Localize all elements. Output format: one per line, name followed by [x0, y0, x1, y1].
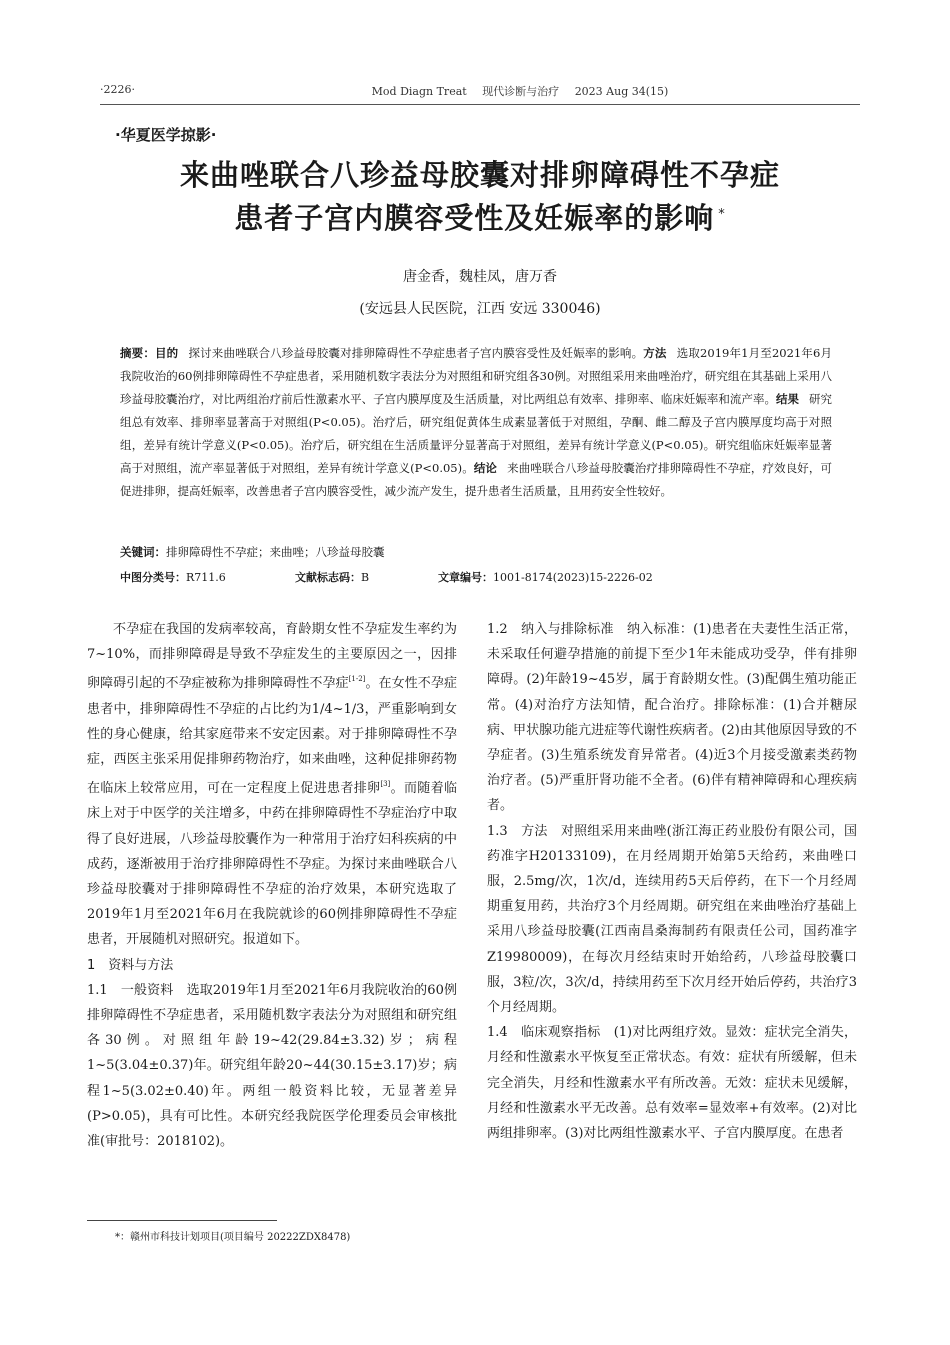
- section-1-4: [487, 1020, 857, 1146]
- section-1-3-heading: 1.3 方法: [487, 823, 548, 839]
- methods-text: 选取2019年1月至2021年6月我院收治的60例排卵障碍性不孕症患者，采用随机数字表法分为对照组和研究组各30例。对照组采用来曲唑治疗，研究组在其基础上采用八珍益母胶囊治疗，对比两组治疗前后性激素水平、子宫内膜厚度及生活质量，对比两组总有效率、排卵率、临床妊娠率和流产率。: [120, 346, 833, 406]
- abstract-label: 摘要：: [120, 346, 155, 360]
- section-1-2: [487, 617, 857, 819]
- journal-name-cn: 现代诊断与治疗: [482, 85, 560, 98]
- journal-info: [300, 83, 740, 99]
- citation-3[interactable]: [3]: [380, 780, 391, 789]
- section-1-2-text: 纳入标准：(1)患者在夫妻性生活正常，未采取任何避孕措施的前提下至少1年未能成功受孕，伴有排卵障碍。(2)年龄19~45岁，属于育龄期女性。(3)配偶生殖功能正常。(4)对治疗方法知情，配合治疗。排除标准：(1)合并糖尿病、甲状腺功能亢进症等代谢性疾病者。(2)由其他原因导致的不孕症者。(3)生殖系统发育异常者。(4)近3个月接受激素类药物治疗者。(5)严重肝肾功能不全者。(6)伴有精神障碍和心理疾病者。: [487, 622, 857, 814]
- body-right-column: [487, 617, 857, 1146]
- affiliation: (安远县人民医院，江西 安远 330046): [359, 301, 601, 317]
- header-divider: [100, 104, 860, 105]
- article-codes: [120, 569, 832, 589]
- article-title: [100, 155, 860, 238]
- section-1-4-text: (1)对比两组疗效。显效：症状完全消失，月经和性激素水平恢复至正常状态。有效：症状有所缓解，但未完全消失，月经和性激素水平有所改善。无效：症状未见缓解，月经和性激素水平无改善。总有效率=显效率+有效率。(2)对比两组排卵率。(3)对比两组性激素水平、子宫内膜厚度。在患者: [487, 1025, 857, 1142]
- article-number: [438, 569, 653, 585]
- section-1-1-text: 选取2019年1月至2021年6月我院收治的60例排卵障碍性不孕症患者，采用随机数字表法分为对照组和研究组各30例。对照组年龄19~42(29.84±3.32)岁；病程1~5(3.04±0.37)年。研究组年龄20~44(30.15±3.17)岁；病程1~5(3.02±0.40)年。两组一般资料比较，无显著差异(P>0.05)，具有可比性。本研究经我院医学伦理委员会审核批准(审批号：2018102)。: [87, 982, 457, 1150]
- body-left-column: [87, 617, 457, 1154]
- objective-text: 探讨来曲唑联合八珍益母胶囊对排卵障碍性不孕症患者子宫内膜容受性及妊娠率的影响。: [188, 346, 644, 360]
- section-1-heading: 1 资料与方法: [87, 957, 174, 973]
- article-value: 1001-8174(2023)15-2226-02: [493, 571, 653, 584]
- doc-code: [295, 569, 369, 585]
- conclusion-text: 来曲唑联合八珍益母胶囊治疗排卵障碍性不孕症，疗效良好，可促进排卵，提高妊娠率，改善患者子宫内膜容受性，减少流产发生，提升患者生活质量，且用药安全性较好。: [120, 461, 833, 498]
- intro-text-2: 。在女性不孕症患者中，排卵障碍性不孕症的占比约为1/4~1/3，严重影响到女性的身心健康，给其家庭带来不安定因素。对于排卵障碍性不孕症，西医主张采用促排卵药物治疗，如来曲唑，这种促排卵药物在临床上较常应用，可在一定程度上促进患者排卵: [87, 676, 457, 797]
- clc-code: [120, 569, 226, 585]
- abstract: [120, 342, 832, 503]
- funding-footnote: *：赣州市科技计划项目(项目编号 20222ZDX8478): [115, 1232, 351, 1243]
- keywords: [120, 544, 832, 560]
- citation-1[interactable]: [1-2]: [348, 675, 366, 684]
- article-label: 文章编号：: [438, 571, 493, 584]
- section-1-3-text: 对照组采用来曲唑(浙江海正药业股份有限公司，国药准字H20133109)，在月经周期开始第5天给药，来曲唑口服，2.5mg/次，1次/d，连续用药5天后停药，在下一个月经周期重复用药，共治疗3个月经周期。研究组在来曲唑治疗基础上采用八珍益母胶囊(江西南昌桑海制药有限责任公司，国药准字Z19980009)，在每次月经结束时开始给药，八珍益母胶囊口服，3粒/次，3次/d，持续用药至下次月经开始后停药，共治疗3个月经周期。: [487, 823, 857, 1016]
- doc-value: B: [361, 571, 370, 584]
- journal-name-en: Mod Diagn Treat: [371, 85, 467, 98]
- section-1-2-heading: 1.2 纳入与排除标准: [487, 622, 614, 637]
- authors: 唐金香，魏桂凤，唐万香: [403, 269, 557, 285]
- clc-label: 中图分类号：: [120, 571, 186, 584]
- funding-mark: *: [718, 207, 726, 222]
- section-1-1-heading: 1.1 一般资料: [87, 982, 174, 998]
- intro-text-3: 。而随着临床上对于中医学的关注增多，中药在排卵障碍性不孕症治疗中取得了良好进展，八珍益母胶囊作为一种常用于治疗妇科疾病的中成药，逐渐被用于治疗排卵障碍性不孕症。为探讨来曲唑联合八珍益母胶囊对于排卵障碍性不孕症的治疗效果，本研究选取了2019年1月至2021年6月在我院就诊的60例排卵障碍性不孕症患者，开展随机对照研究。报道如下。: [87, 781, 457, 948]
- results-label: 结果: [775, 392, 799, 406]
- issue-info: 2023 Aug 34(15): [574, 85, 669, 98]
- section-1-1: [87, 978, 457, 1154]
- doc-label: 文献标志码：: [295, 571, 361, 584]
- intro-paragraph: [87, 617, 457, 953]
- column-name: ·华夏医学掠影·: [115, 126, 217, 144]
- objective-label: 目的: [154, 346, 179, 360]
- title-line-1: 来曲唑联合八珍益母胶囊对排卵障碍性不孕症: [179, 158, 780, 192]
- clc-value: R711.6: [186, 571, 226, 584]
- section-1-4-heading: 1.4 临床观察指标: [487, 1025, 601, 1041]
- keywords-text: 排卵障碍性不孕症；来曲唑；八珍益母胶囊: [166, 545, 385, 559]
- intro-text-1: 不孕症在我国的发病率较高，育龄期女性不孕症发生率约为7~10%，而排卵障碍是导致不孕症发生的主要原因之一，因排卵障碍引起的不孕症被称为排卵障碍性不孕症: [87, 622, 457, 692]
- conclusion-label: 结论: [473, 461, 498, 475]
- section-1-3: [487, 819, 857, 1021]
- methods-label: 方法: [643, 346, 667, 360]
- title-line-2-text: 患者子宫内膜容受性及妊娠率的影响: [234, 201, 715, 235]
- footnote-divider: [87, 1220, 277, 1221]
- results-text: 研究组总有效率、排卵率显著高于对照组(P<0.05)。治疗后，研究组促黄体生成素显著低于对照组，孕酮、雌二醇及子宫内膜厚度均高于对照组，差异有统计学意义(P<0.05)。治疗后，研究组在生活质量评分显著高于对照组，差异有统计学意义(P<0.05)。研究组临床妊娠率显著高于对照组，流产率显著低于对照组，差异有统计学意义(P<0.05)。: [120, 392, 833, 475]
- title-line-2: [100, 195, 860, 238]
- running-header: [100, 80, 860, 102]
- keywords-label: 关键词：: [120, 545, 166, 559]
- page-number: ·2226·: [100, 83, 135, 96]
